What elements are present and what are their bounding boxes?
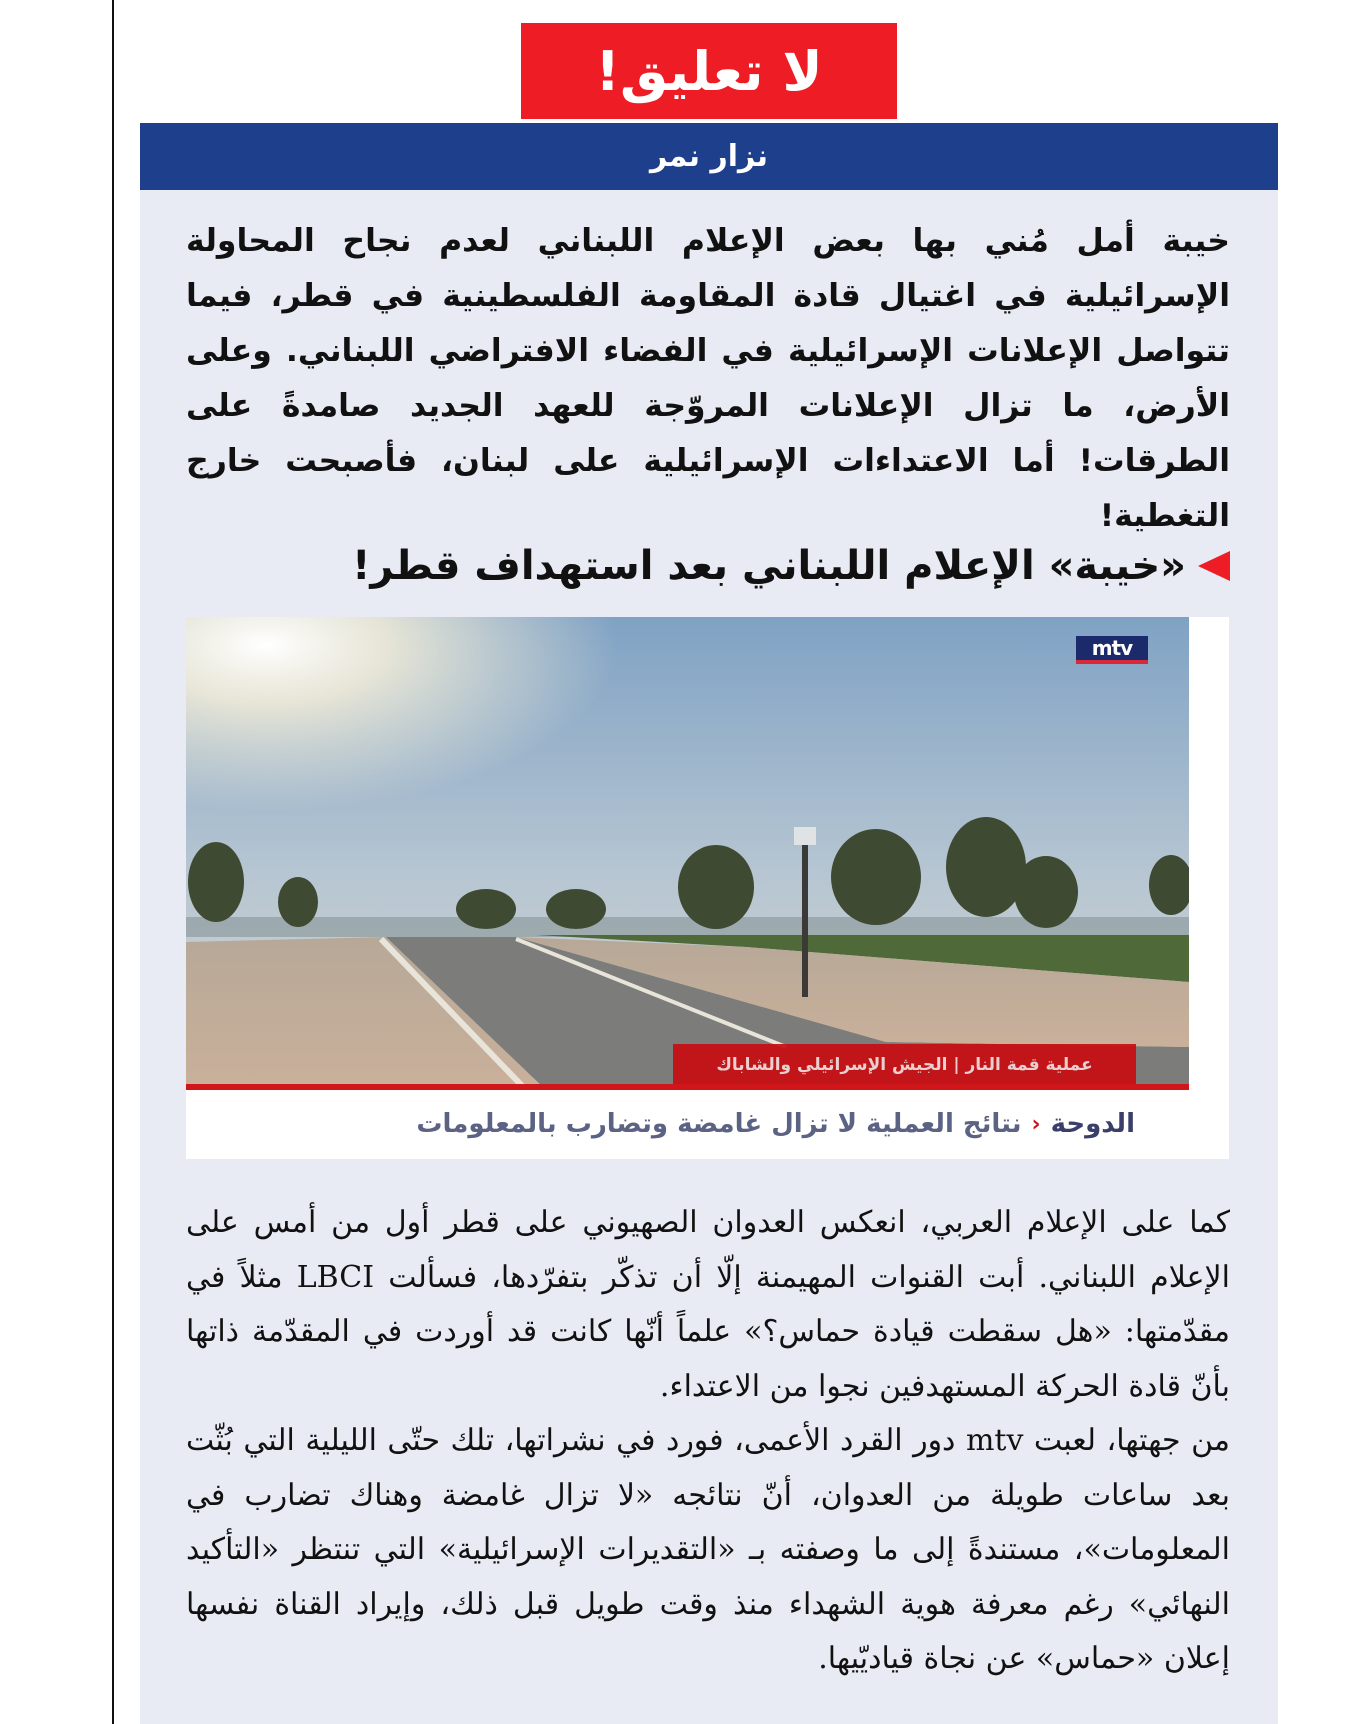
tv-screenshot-photo xyxy=(186,617,1189,1090)
subheading xyxy=(186,536,1230,596)
page-column-rule xyxy=(112,0,114,1724)
street-lamp-pole xyxy=(802,837,808,997)
ticker-place: الدوحة xyxy=(1050,1109,1135,1139)
ticker-text: نتائج العملية لا تزال غامضة وتضارب بالمعلومات xyxy=(416,1109,1022,1139)
street-lamp-head xyxy=(794,827,816,845)
red-triangle-marker-icon xyxy=(1198,551,1230,581)
tv-chyron: عملية قمة النار | الجيش الإسرائيلي والشاباك xyxy=(673,1044,1136,1086)
article-body xyxy=(186,1196,1230,1687)
chyron-red-rule xyxy=(186,1084,1189,1090)
section-kicker: لا تعليق! xyxy=(521,23,897,119)
author-byline xyxy=(140,123,1278,190)
ticker-separator-icon: ‹ xyxy=(1031,1111,1041,1137)
article-lead: خيبة أمل مُني بها بعض الإعلام اللبناني لعدم نجاح المحاولة الإسرائيلية في اغتيال قادة المقاومة الفلسطينية في قطر، فيما تتواصل الإعلانات الإسرائيلية في الفضاء الافتراضي اللبناني. وعلى الأرض، ما تزال الإعلانات المروّجة للعهد الجديد صامدةً على الطرقات! أما الاعتداءات الإسرائيلية على لبنان، فأصبحت خارج التغطية! xyxy=(186,223,1230,534)
mtv-channel-logo: mtv xyxy=(1076,636,1148,664)
subheading-text: «خيبة» الإعلام اللبناني بعد استهداف قطر! xyxy=(352,543,1186,589)
corniche-scene-image xyxy=(186,617,1189,1090)
tv-news-ticker xyxy=(300,1100,1135,1148)
author-name: نزار نمر xyxy=(650,139,768,174)
body-paragraph: من جهتها، لعبت mtv دور القرد الأعمى، فورد في نشراتها، تلك حتّى الليلية التي بُثّت بعد ساعات طويلة من العدوان، أنّ نتائجه «لا تزال غامضة وهناك تضارب في المعلومات»، مستندةً إلى ما وصفته بـ «التقديرات الإسرائيلية» التي تنتظر «التأكيد النهائي» رغم معرفة هوية الشهداء منذ وقت طويل قبل ذلك، وإيراد القناة نفسها إعلان «حماس» عن نجاة قياديّيها. xyxy=(186,1423,1231,1676)
body-paragraph: كما على الإعلام العربي، انعكس العدوان الصهيوني على قطر أول من أمس على الإعلام اللبناني. أبت القنوات المهيمنة إلّا أن تذكّر بتفرّدها، فسألت LBCI مثلاً في مقدّمتها: «هل سقطت قيادة حماس؟» علماً أنّها كانت قد أوردت في المقدّمة ذاتها بأنّ قادة الحركة المستهدفين نجوا من الاعتداء. xyxy=(186,1205,1230,1404)
